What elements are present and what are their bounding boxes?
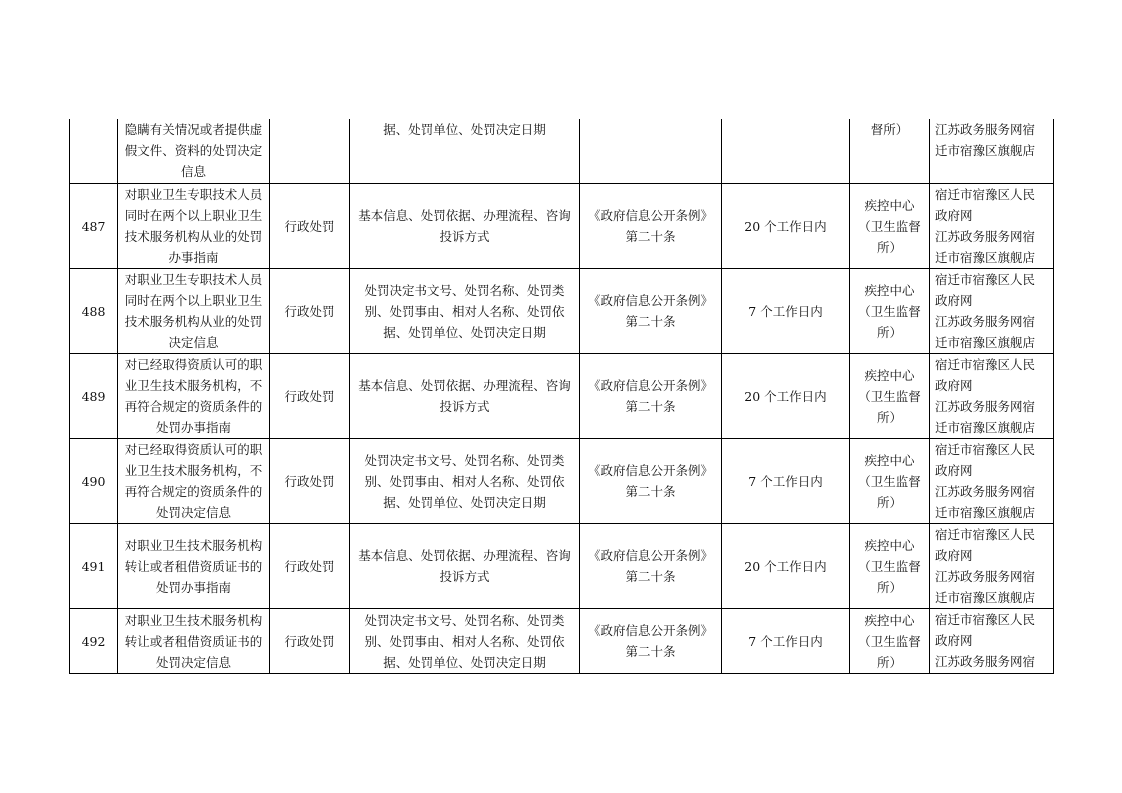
time-cell: 7 个工作日内: [722, 269, 850, 354]
number-cell: 490: [70, 439, 118, 524]
table-row: [70, 354, 1054, 439]
channel-cell: 宿迁市宿豫区人民 政府网 江苏政务服务网宿 迁市宿豫区旗舰店: [930, 269, 1054, 354]
category-cell: 行政处罚: [270, 524, 350, 609]
time-cell: [722, 119, 850, 184]
content-cell: 处罚决定书文号、处罚名称、处罚类别、处罚事由、相对人名称、处罚依据、处罚单位、处罚决定日期: [350, 609, 580, 674]
table-row: [70, 439, 1054, 524]
basis-cell: 《政府信息公开条例》第二十条: [580, 269, 722, 354]
category-cell: 行政处罚: [270, 269, 350, 354]
channel-cell: 宿迁市宿豫区人民 政府网 江苏政务服务网宿 迁市宿豫区旗舰店: [930, 439, 1054, 524]
unit-cell: 疾控中心（卫生监督所）: [850, 184, 930, 269]
content-cell: 基本信息、处罚依据、办理流程、咨询投诉方式: [350, 184, 580, 269]
channel-cell: 宿迁市宿豫区人民 政府网 江苏政务服务网宿: [930, 609, 1054, 674]
item-cell: 隐瞒有关情况或者提供虚假文件、资料的处罚决定信息: [118, 119, 270, 184]
time-cell: 20 个工作日内: [722, 524, 850, 609]
table-row: [70, 269, 1054, 354]
basis-cell: 《政府信息公开条例》第二十条: [580, 354, 722, 439]
category-cell: [270, 119, 350, 184]
number-cell: 487: [70, 184, 118, 269]
table-row: [70, 184, 1054, 269]
channel-cell: 江苏政务服务网宿 迁市宿豫区旗舰店: [930, 119, 1054, 184]
channel-cell: 宿迁市宿豫区人民 政府网 江苏政务服务网宿 迁市宿豫区旗舰店: [930, 524, 1054, 609]
unit-cell: 疾控中心（卫生监督所）: [850, 609, 930, 674]
content-cell: 处罚决定书文号、处罚名称、处罚类别、处罚事由、相对人名称、处罚依据、处罚单位、处罚决定日期: [350, 439, 580, 524]
time-cell: 7 个工作日内: [722, 439, 850, 524]
table-row: [70, 524, 1054, 609]
number-cell: 489: [70, 354, 118, 439]
content-cell: 基本信息、处罚依据、办理流程、咨询投诉方式: [350, 354, 580, 439]
unit-cell: 疾控中心（卫生监督所）: [850, 269, 930, 354]
basis-cell: 《政府信息公开条例》第二十条: [580, 184, 722, 269]
basis-cell: 《政府信息公开条例》第二十条: [580, 609, 722, 674]
time-cell: 20 个工作日内: [722, 354, 850, 439]
content-cell: 据、处罚单位、处罚决定日期: [350, 119, 580, 184]
unit-cell: 疾控中心（卫生监督所）: [850, 439, 930, 524]
item-cell: 对已经取得资质认可的职业卫生技术服务机构，不再符合规定的资质条件的处罚决定信息: [118, 439, 270, 524]
item-cell: 对职业卫生技术服务机构转让或者租借资质证书的处罚办事指南: [118, 524, 270, 609]
item-cell: 对职业卫生专职技术人员同时在两个以上职业卫生技术服务机构从业的处罚决定信息: [118, 269, 270, 354]
basis-cell: 《政府信息公开条例》第二十条: [580, 439, 722, 524]
continuation-row: [70, 119, 1054, 184]
item-cell: 对职业卫生技术服务机构转让或者租借资质证书的处罚决定信息: [118, 609, 270, 674]
unit-cell: 督所）: [850, 119, 930, 184]
number-cell: 492: [70, 609, 118, 674]
basis-cell: 《政府信息公开条例》第二十条: [580, 524, 722, 609]
channel-cell: 宿迁市宿豫区人民 政府网 江苏政务服务网宿 迁市宿豫区旗舰店: [930, 184, 1054, 269]
unit-cell: 疾控中心（卫生监督所）: [850, 524, 930, 609]
category-cell: 行政处罚: [270, 184, 350, 269]
number-cell: [70, 119, 118, 184]
item-cell: 对职业卫生专职技术人员同时在两个以上职业卫生技术服务机构从业的处罚办事指南: [118, 184, 270, 269]
unit-cell: 疾控中心（卫生监督所）: [850, 354, 930, 439]
item-cell: 对已经取得资质认可的职业卫生技术服务机构，不再符合规定的资质条件的处罚办事指南: [118, 354, 270, 439]
category-cell: 行政处罚: [270, 439, 350, 524]
time-cell: 7 个工作日内: [722, 609, 850, 674]
basis-cell: [580, 119, 722, 184]
document-page: [69, 119, 1053, 674]
category-cell: 行政处罚: [270, 609, 350, 674]
channel-cell: 宿迁市宿豫区人民 政府网 江苏政务服务网宿 迁市宿豫区旗舰店: [930, 354, 1054, 439]
content-cell: 基本信息、处罚依据、办理流程、咨询投诉方式: [350, 524, 580, 609]
disclosure-table: [69, 119, 1054, 674]
number-cell: 491: [70, 524, 118, 609]
time-cell: 20 个工作日内: [722, 184, 850, 269]
category-cell: 行政处罚: [270, 354, 350, 439]
number-cell: 488: [70, 269, 118, 354]
content-cell: 处罚决定书文号、处罚名称、处罚类别、处罚事由、相对人名称、处罚依据、处罚单位、处罚决定日期: [350, 269, 580, 354]
table-row: [70, 609, 1054, 674]
